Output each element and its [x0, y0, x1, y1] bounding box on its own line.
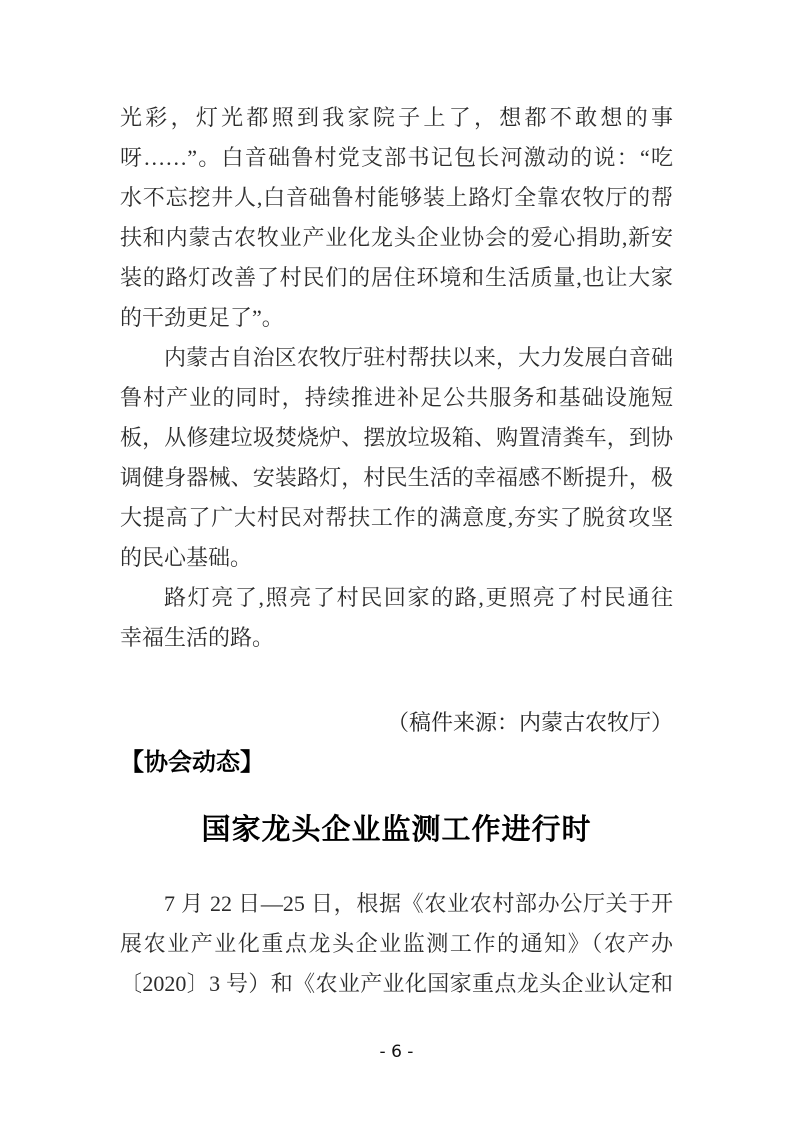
- body-line: 的民心基础。: [120, 545, 253, 570]
- body-line: 展农业产业化重点龙头企业监测工作的通知》（农产办: [120, 931, 673, 956]
- body-line: 扶和内蒙古农牧业产业化龙头企业协会的爱心捐助,新安: [120, 225, 673, 250]
- article-title: 国家龙头企业监测工作进行时: [201, 814, 592, 846]
- body-line: 光彩，灯光都照到我家院子上了，想都不敢想的事: [120, 105, 673, 130]
- document-content: [120, 98, 673, 1004]
- body-line: 调健身器械、安装路灯，村民生活的幸福感不断提升，极: [120, 465, 673, 490]
- body-line: 大提高了广大村民对帮扶工作的满意度,夯实了脱贫攻坚: [120, 505, 673, 530]
- body-line: 鲁村产业的同时，持续推进补足公共服务和基础设施短: [120, 385, 673, 410]
- source-attribution: （稿件来源：内蒙古农牧厅）: [386, 710, 673, 735]
- body-line: 幸福生活的路。: [120, 625, 275, 650]
- body-line: 水不忘挖井人,白音础鲁村能够装上路灯全靠农牧厅的帮: [120, 185, 673, 210]
- body-line: 装的路灯改善了村民们的居住环境和生活质量,也让大家: [120, 265, 673, 290]
- body-line: 内蒙古自治区农牧厅驻村帮扶以来，大力发展白音础: [164, 345, 673, 370]
- body-line: 的干劲更足了”。: [120, 305, 284, 330]
- page-number: - 6 -: [379, 1042, 414, 1062]
- body-line: 〔2020〕3 号）和《农业产业化国家重点龙头企业认定和: [120, 971, 673, 996]
- body-line: 呀……”。白音础鲁村党支部书记包长河激动的说：“吃: [120, 145, 673, 170]
- body-line: 7 月 22 日—25 日，根据《农业农村部办公厅关于开: [164, 891, 673, 916]
- body-line: 板，从修建垃圾焚烧炉、摆放垃圾箱、购置清粪车，到协: [120, 425, 673, 450]
- body-line: 路灯亮了,照亮了村民回家的路,更照亮了村民通往: [164, 585, 673, 610]
- section-heading: 【协会动态】: [120, 749, 264, 776]
